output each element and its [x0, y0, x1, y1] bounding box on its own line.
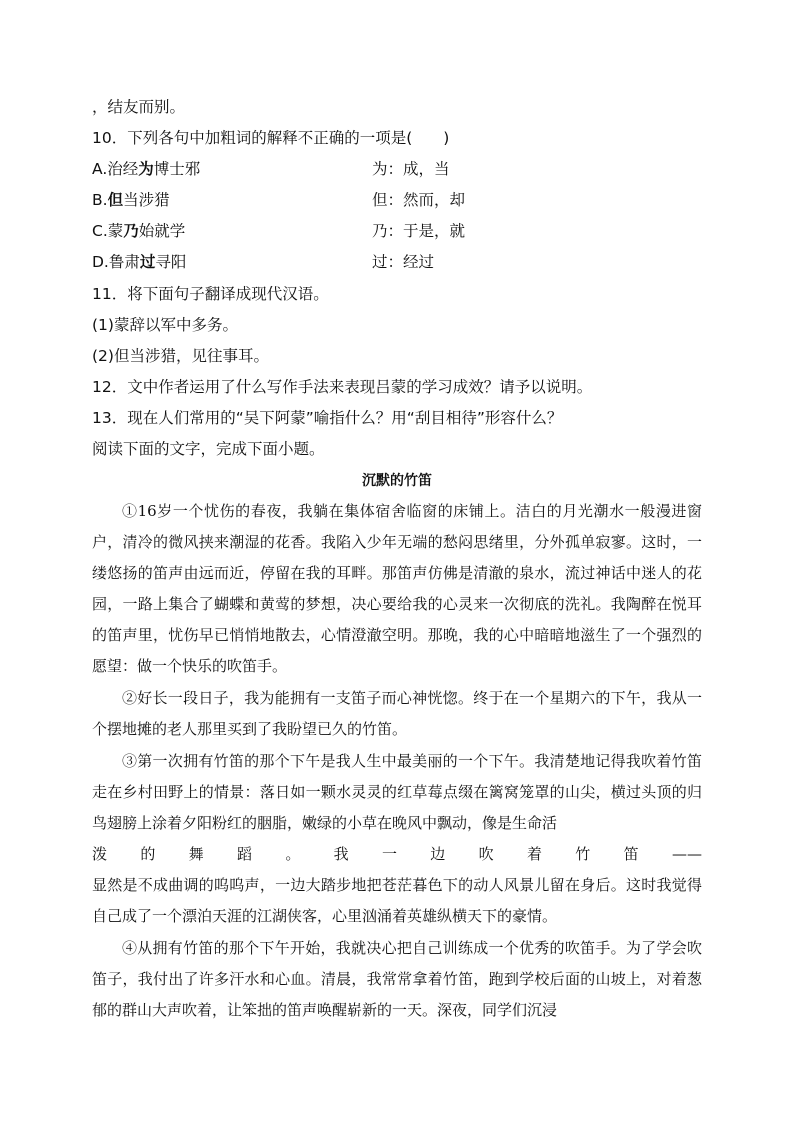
spread-char: 着 [526, 845, 542, 863]
option-b: B.但当涉猎 [92, 191, 170, 209]
option-d: D.鲁肃过寻阳 [92, 253, 187, 271]
article-paragraph-3 [92, 746, 702, 932]
spread-char: 竹 [575, 845, 591, 863]
question-12: 12．文中作者运用了什么写作手法来表现吕蒙的学习成效？请予以说明。 [92, 378, 593, 396]
question-11-part-1: (1)蒙辞以军中多务。 [92, 316, 238, 334]
bold-word: 乃 [123, 222, 139, 240]
question-11: 11．将下面句子翻译成现代汉语。 [92, 285, 329, 303]
bold-word: 过 [139, 253, 156, 271]
paragraph-text: ②好长一段日子，我为能拥有一支笛子而心神恍惚。终于在一个星期六的下午，我从一个摆地摊的老人那里买到了我盼望已久的竹笛。 [92, 689, 702, 738]
spread-line [92, 839, 702, 870]
paragraph-text: ③第一次拥有竹笛的那个下午是我人生中最美丽的一个下午。我清楚地记得我吹着竹笛走在乡村田野上的情景：落日如一颗水灵灵的红草莓点缀在篱窝笼罩的山尖，横过头顶的归鸟翅膀上涂着夕阳粉红的胭脂，嫩绿的小草在晚风中飘动，像是生命活 [92, 752, 702, 832]
question-10: 10．下列各句中加粗词的解释不正确的一项是( ) [92, 129, 450, 147]
spread-char: 吹 [478, 845, 494, 863]
bold-word: 为 [138, 160, 154, 178]
option-c-gloss: 乃：于是，就 [372, 222, 466, 240]
article-paragraph-2 [92, 683, 702, 745]
question-11-part-2: (2)但当涉猎，见往事耳。 [92, 347, 269, 365]
paragraph-text: ①16岁一个忧伤的春夜，我躺在集体宿舍临窗的床铺上。洁白的月光潮水一般漫进窗户，清冷的微风挟来潮湿的花香。我陷入少年无端的愁闷思绪里，分外孤单寂寥。这时，一缕悠扬的笛声由远而近，停留在我的耳畔。那笛声仿佛是清澈的泉水，流过神话中迷人的花园，一路上集合了蝴蝶和黄莺的梦想，决心要给我的心灵来一次彻底的洗礼。我陶醉在悦耳的笛声里，忧伤早已悄悄地散去，心情澄澈空明。那晚，我的心中暗暗地滋生了一个强烈的愿望：做一个快乐的吹笛手。 [92, 502, 702, 675]
reading-instructions: 阅读下面的文字，完成下面小题。 [92, 440, 325, 458]
paragraph-text: 显然是不成曲调的呜呜声，一边大踏步地把苍茫暮色下的动人风景儿留在身后。这时我觉得自己成了一个漂泊天涯的江湖侠客，心里汹涌着英雄纵横天下的豪情。 [92, 876, 702, 925]
option-d-gloss: 过：经过 [372, 253, 435, 271]
previous-passage-fragment: ，结友而别。 [92, 98, 186, 116]
paragraph-text: ④从拥有竹笛的那个下午开始，我就决心把自己训练成一个优秀的吹笛手。为了学会吹笛子，我付出了许多汗水和心血。清晨，我常常拿着竹笛，跑到学校后面的山坡上，对着葱郁的群山大声吹着，让笨拙的笛声唤醒崭新的一天。深夜，同学们沉浸 [92, 939, 702, 1019]
spread-char: 蹈 [236, 845, 252, 863]
spread-char: 笛 [623, 845, 639, 863]
spread-char: 舞 [188, 845, 204, 863]
option-a-gloss: 为：成，当 [372, 160, 450, 178]
article-title: 沉默的竹笛 [362, 473, 432, 489]
spread-char: 我 [333, 845, 349, 863]
spread-char: 。 [285, 845, 301, 863]
spread-char: 的 [140, 845, 156, 863]
spread-char: 泼 [92, 845, 108, 863]
option-a: A.治经为博士邪 [92, 160, 201, 178]
question-13: 13．现在人们常用的“吴下阿蒙”喻指什么？用“刮目相待”形容什么？ [92, 409, 563, 427]
spread-char: 边 [430, 845, 446, 863]
spread-char: 一 [381, 845, 397, 863]
article-paragraph-1 [92, 496, 702, 682]
bold-word: 但 [107, 191, 124, 209]
spread-char: —— [671, 845, 702, 863]
option-c: C.蒙乃始就学 [92, 222, 186, 240]
option-b-gloss: 但：然而，却 [372, 191, 466, 209]
article-paragraph-4 [92, 933, 702, 1026]
